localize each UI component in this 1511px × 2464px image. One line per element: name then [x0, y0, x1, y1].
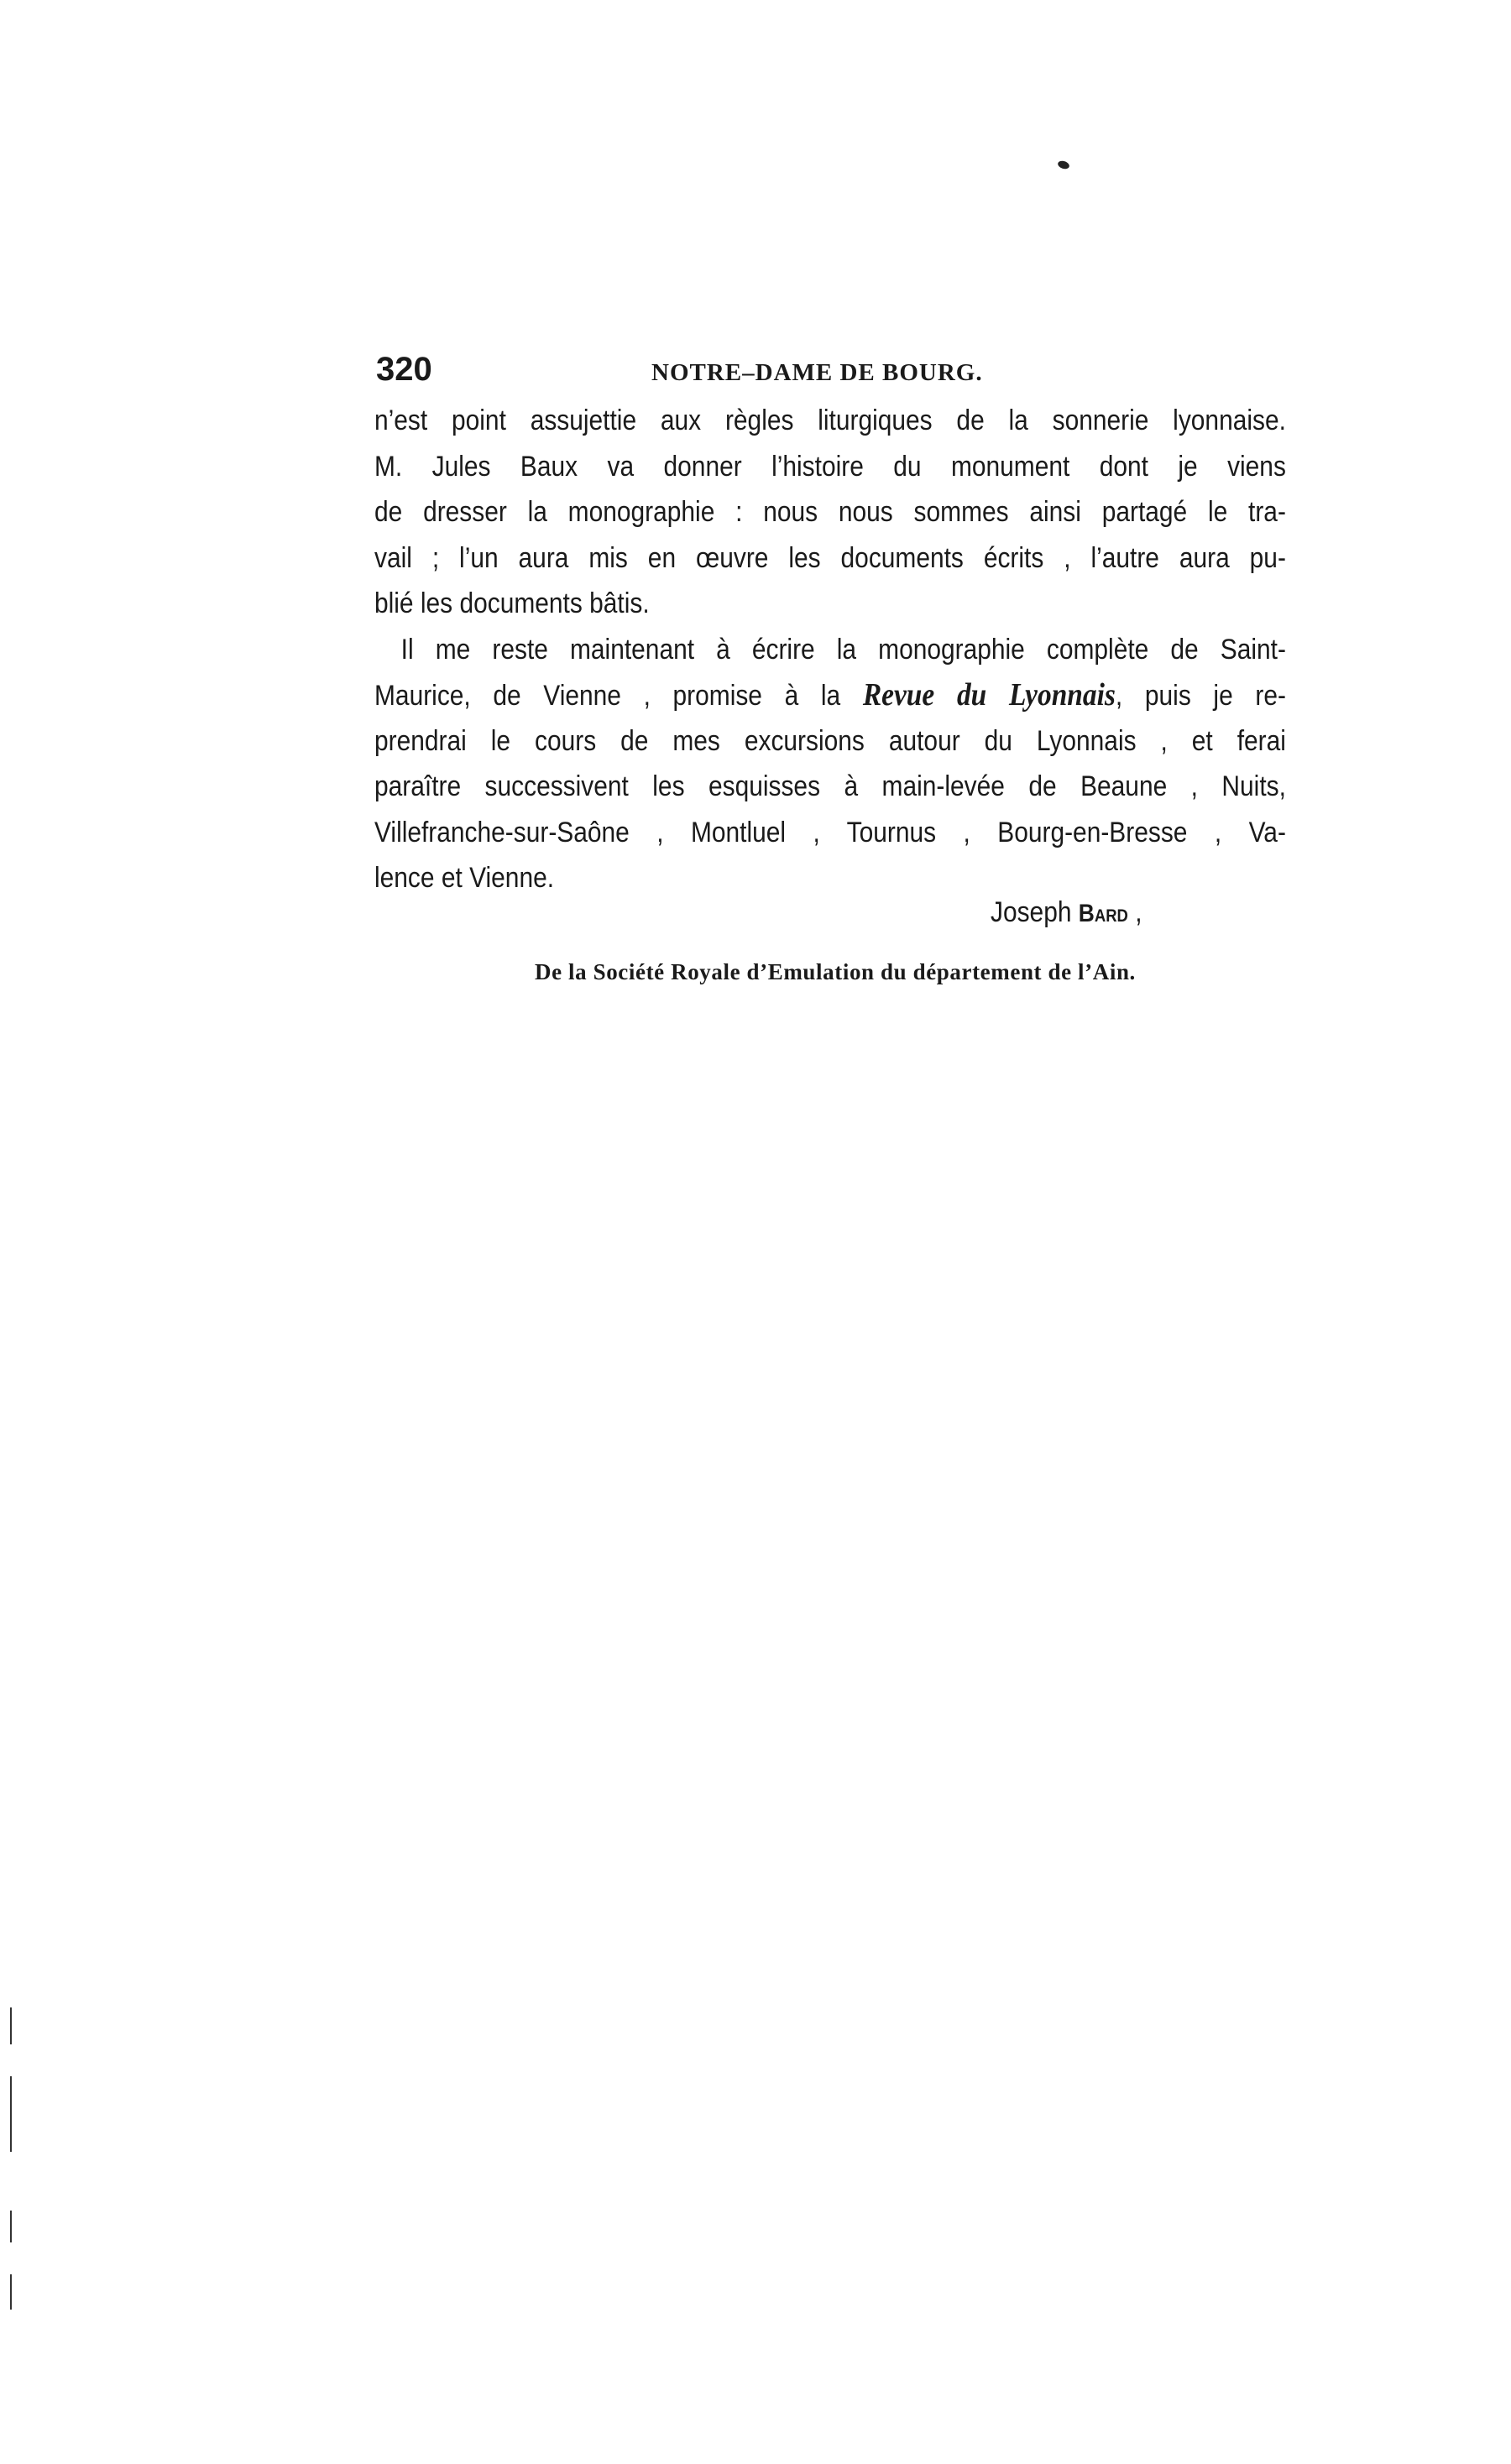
text-line: de dresser la monographie : nous nous sommes ainsi partagé le tra- — [374, 496, 1286, 528]
text-fragment: , puis je re- — [1115, 680, 1286, 712]
text-line: vail ; l’un aura mis en œuvre les documents écrits , l’autre aura pu- — [374, 541, 1286, 574]
paragraph-1 — [374, 398, 1286, 627]
text-line: n’est point assujettie aux règles liturgiques de la sonnerie lyonnaise. — [374, 405, 1286, 436]
text-line: Villefranche-sur-Saône , Montluel , Tournus , Bourg-en-Bresse , Va- — [374, 816, 1286, 848]
author-first-name: Joseph — [991, 896, 1079, 928]
text-fragment: Maurice, de Vienne , promise à la — [374, 680, 863, 712]
running-title: NOTRE–DAME DE BOURG. — [651, 359, 983, 386]
margin-mark — [10, 2007, 12, 2044]
author-signature — [991, 896, 1142, 929]
journal-title: Revue du Lyonnais — [862, 677, 1116, 713]
paragraph-2 — [374, 627, 1286, 901]
text-line: blié les documents bâtis. — [374, 587, 650, 619]
text-line: M. Jules Baux va donner l’histoire du monument dont je viens — [374, 450, 1286, 483]
author-affiliation: De la Société Royale d’Emulation du département de l’Ain. — [535, 959, 1136, 984]
margin-mark — [10, 2211, 12, 2242]
page-number: 320 — [376, 351, 432, 388]
text-line: paraître successivent les esquisses à main-levée de Beaune , Nuits, — [374, 770, 1286, 802]
margin-mark — [10, 2076, 12, 2152]
author-surname: Bard — [1078, 900, 1128, 927]
text-line-with-title — [374, 672, 1286, 718]
text-line: Il me reste maintenant à écrire la monographie complète de Saint- — [400, 633, 1286, 666]
margin-mark — [10, 2274, 12, 2310]
running-head — [376, 351, 1288, 389]
ink-speck — [1057, 159, 1070, 170]
text-line: lence et Vienne. — [374, 862, 555, 894]
signature-punctuation: , — [1127, 896, 1142, 928]
text-line: prendrai le cours de mes excursions autour du Lyonnais , et ferai — [374, 724, 1286, 757]
body-text — [374, 398, 1286, 901]
